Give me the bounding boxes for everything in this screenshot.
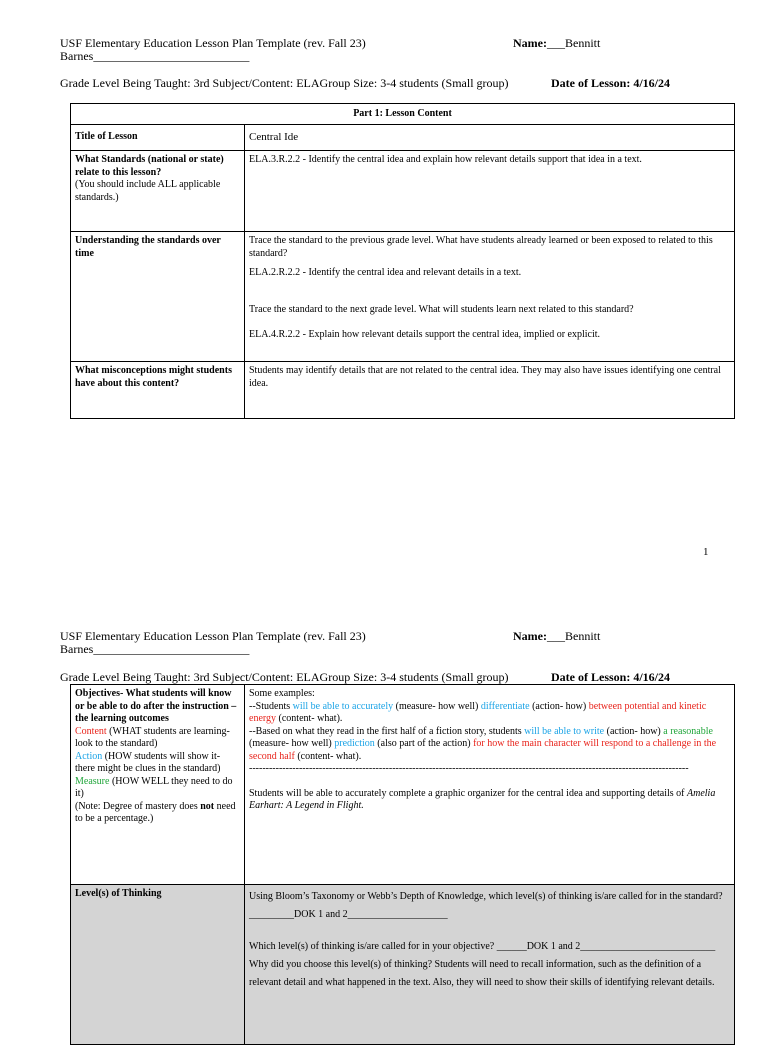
- objective-value-text: Students will be able to accurately complete a graphic organizer for the central idea and supporting details of: [249, 787, 687, 799]
- page-number: 1: [703, 546, 709, 558]
- ex2-i: (content- what).: [294, 750, 362, 762]
- ex1-f: between potential and kinetic energy: [249, 700, 707, 724]
- title-of-lesson-value: Central Ide: [245, 125, 735, 151]
- misconceptions-value: Students may identify details that are not related to the central idea. They may also have issues identifying one central idea.: [245, 362, 735, 419]
- name-label: Name:: [513, 36, 547, 50]
- ex2-f: prediction: [334, 738, 375, 749]
- ex2-d: a reasonable: [663, 725, 713, 737]
- name-continuation-2: Barnes__________________________: [60, 642, 250, 656]
- student-name: [513, 36, 600, 50]
- levels-q2: Which level(s) of thinking is/are called for in your objective? ______DOK 1 and 2___________________________: [249, 941, 716, 952]
- objectives-label-cell: [71, 685, 245, 885]
- ex2-h: for how the main character will respond to a challenge in the second half: [249, 738, 717, 762]
- ex2-e: (measure- how well): [249, 738, 335, 749]
- objectives-value-cell: [245, 685, 735, 885]
- example-1: [249, 701, 730, 726]
- understanding-prev-prompt: Trace the standard to the previous grade level. What have students already learned or been exposed to related to this standard?: [249, 235, 713, 259]
- divider: ------------------------------------------------------------------------------------------------------------------------------------: [249, 763, 689, 774]
- template-title: USF Elementary Education Lesson Plan Template (rev. Fall 23): [60, 36, 366, 50]
- objective-value: [249, 788, 730, 813]
- examples-head: Some examples:: [249, 688, 315, 699]
- lesson-date-2: Date of Lesson: 4/16/24: [551, 670, 670, 684]
- misconceptions-label: What misconceptions might students have about this content?: [71, 362, 245, 419]
- note-a: (Note: Degree of mastery does: [75, 800, 201, 812]
- understanding-prev-value: ELA.2.R.2.2 - Identify the central idea and relevant details in a text.: [249, 267, 522, 278]
- ex1-e: (action- how): [529, 700, 589, 712]
- action-desc: (HOW students will show it- there might be clues in the standard): [75, 750, 221, 774]
- ex1-d: differentiate: [480, 700, 530, 712]
- example-2: [249, 726, 730, 764]
- ex1-g: (content- what).: [276, 713, 343, 724]
- standards-value: ELA.3.R.2.2 - Identify the central idea and explain how relevant details support that idea in a text.: [245, 151, 735, 232]
- name-label-2: Name:: [513, 629, 547, 643]
- note-b: need to be a percentage.): [75, 800, 236, 824]
- note-not: not: [200, 800, 215, 812]
- ex2-a: --Based on what they read in the first half of a fiction story, students: [249, 725, 525, 737]
- objectives-label: Objectives- What students will know or be able to do after the instruction – the learning outcomes: [75, 688, 237, 724]
- ex1-a: --Students: [249, 700, 293, 712]
- lesson-date: Date of Lesson: 4/16/24: [551, 76, 670, 90]
- action-word: Action: [75, 750, 103, 762]
- understanding-next-prompt: Trace the standard to the next grade level. What will students learn next related to this standard?: [249, 303, 634, 315]
- name-continuation: Barnes__________________________: [60, 49, 250, 63]
- levels-q1: Using Bloom’s Taxonomy or Webb’s Depth of Knowledge, which level(s) of thinking is/are called for in the standard? _________DOK 1 and 2____________________: [249, 891, 723, 920]
- title-of-lesson-label: Title of Lesson: [71, 125, 245, 151]
- grade-line-2: Grade Level Being Taught: 3rd Subject/Content: ELAGroup Size: 3-4 students (Small group): [60, 670, 509, 684]
- content-word: Content: [75, 725, 107, 737]
- standards-cell: [71, 151, 245, 232]
- standards-label: What Standards (national or state) relate to this lesson?: [75, 154, 224, 178]
- name-value-2: ___Bennitt: [546, 629, 601, 643]
- student-name-2: [513, 629, 600, 643]
- content-desc: (WHAT students are learning- look to the standard): [75, 725, 230, 749]
- lesson-content-table: [70, 103, 735, 419]
- grade-line: Grade Level Being Taught: 3rd Subject/Content: ELAGroup Size: 3-4 students (Small group): [60, 76, 509, 90]
- levels-cell: [245, 885, 735, 1045]
- ex2-c: (action- how): [604, 725, 664, 737]
- name-value: ___Bennitt: [546, 36, 601, 50]
- objectives-table: [70, 684, 735, 1045]
- part1-title: Part 1: Lesson Content: [71, 104, 735, 125]
- measure-word: Measure: [75, 775, 110, 787]
- levels-label: Level(s) of Thinking: [71, 885, 245, 1045]
- standards-note: (You should include ALL applicable standards.): [75, 179, 221, 203]
- objective-book-title: Amelia Earhart: A Legend in Flight.: [249, 787, 716, 811]
- understanding-label: Understanding the standards over time: [71, 232, 245, 362]
- ex1-b: will be able to accurately: [292, 700, 394, 712]
- understanding-cell: [245, 232, 735, 362]
- measure-desc: (HOW WELL they need to do it): [75, 775, 233, 799]
- template-title-2: USF Elementary Education Lesson Plan Template (rev. Fall 23): [60, 629, 366, 643]
- levels-q3: Why did you choose this level(s) of thinking? Students will need to recall information, such as the definition of a relevant detail and what happened in the text. Also, they will need to show their skills of identifying relevant details.: [249, 959, 715, 988]
- understanding-next-value: ELA.4.R.2.2 - Explain how relevant details support the central idea, implied or explicit.: [249, 329, 601, 340]
- ex2-b: will be able to write: [524, 725, 605, 737]
- ex2-g: (also part of the action): [374, 738, 474, 749]
- ex1-c: (measure- how well): [393, 700, 481, 712]
